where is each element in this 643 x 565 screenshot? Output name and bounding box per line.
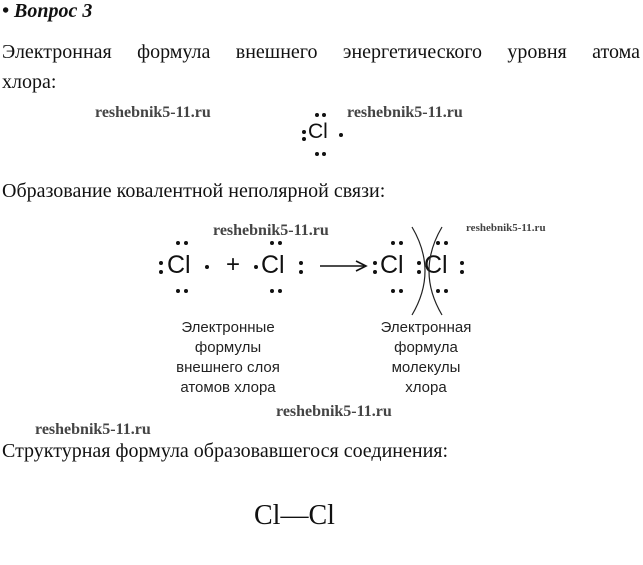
caption-line: формулы <box>194 339 262 356</box>
electron-dot <box>373 270 377 274</box>
watermark: reshebnik5-11.ru <box>276 403 392 420</box>
watermark: reshebnik5-11.ru <box>347 104 463 121</box>
caption-line: молекулы <box>391 359 461 376</box>
paragraph-line-1: Электронная формула внешнего энергетического уровня атома <box>2 41 640 63</box>
caption-line: Электронная <box>380 319 472 336</box>
watermark: reshebnik5-11.ru <box>466 222 546 234</box>
caption-molecule <box>356 318 496 398</box>
electron-dot <box>339 133 343 137</box>
paragraph-line-2: хлора: <box>2 71 57 93</box>
plus-sign: + <box>226 251 241 278</box>
electron-dot <box>315 113 319 117</box>
electron-dot <box>315 152 319 156</box>
electron-dot <box>270 241 274 245</box>
caption-line: формула <box>394 339 458 356</box>
electron-dot <box>176 289 180 293</box>
electron-dot <box>270 289 274 293</box>
electron-dot <box>184 241 188 245</box>
electron-dot <box>322 152 326 156</box>
question-heading: • Вопрос 3 <box>2 0 93 22</box>
caption-line: хлора <box>405 379 447 396</box>
electron-dot <box>159 270 163 274</box>
structural-formula: Cl—Cl <box>254 500 335 531</box>
watermark: reshebnik5-11.ru <box>213 222 329 239</box>
paragraph-electron-formula <box>2 37 640 97</box>
caption-line: атомов хлора <box>180 379 276 396</box>
atom-symbol: Cl <box>167 251 191 279</box>
electron-dot <box>299 270 303 274</box>
electron-dot <box>254 265 258 269</box>
atom-symbol: Cl <box>261 251 285 279</box>
watermark: reshebnik5-11.ru <box>35 421 151 438</box>
reaction-diagram <box>150 225 490 315</box>
electron-dot <box>278 289 282 293</box>
atom-symbol: Cl <box>424 251 448 279</box>
watermark: reshebnik5-11.ru <box>95 104 211 121</box>
orbital-overlap-arcs <box>390 225 470 317</box>
cl-atom-lewis-structure <box>298 112 358 162</box>
atom-symbol: Cl <box>308 120 328 143</box>
electron-dot <box>373 261 377 265</box>
paragraph-bond-formation: Образование ковалентной неполярной связи: <box>2 180 386 202</box>
electron-dot <box>205 265 209 269</box>
electron-dot <box>159 261 163 265</box>
atom-symbol: Cl <box>380 251 404 279</box>
electron-dot <box>278 241 282 245</box>
reaction-arrow-icon <box>320 259 368 273</box>
electron-dot <box>302 137 306 141</box>
paragraph-structural-formula: Структурная формула образовавшегося соединения: <box>2 440 449 462</box>
electron-dot <box>299 261 303 265</box>
electron-dot <box>176 241 180 245</box>
caption-atoms <box>148 318 308 398</box>
electron-dot <box>322 113 326 117</box>
caption-line: внешнего слоя <box>176 359 280 376</box>
electron-dot <box>184 289 188 293</box>
electron-dot <box>302 130 306 134</box>
caption-line: Электронные <box>181 319 275 336</box>
